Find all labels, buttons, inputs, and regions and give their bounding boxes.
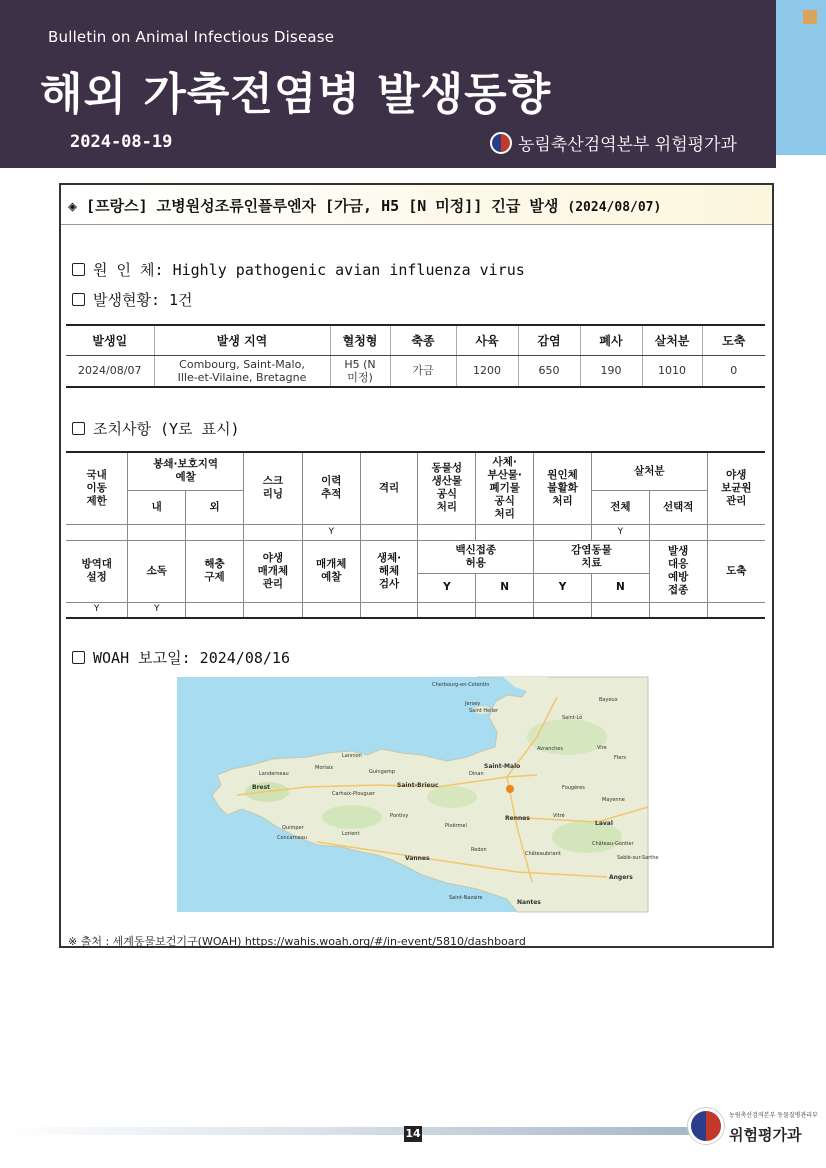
col-serotype: 혈청형 [330, 325, 390, 355]
cell-region [154, 355, 330, 387]
map-svg [177, 677, 659, 912]
col-culled: 살처분 [642, 325, 702, 355]
measures-heading-text: 조치사항 (Y로 표시) [93, 420, 240, 438]
measures-value-row-1 [66, 524, 765, 540]
h-vector: 방역대 설정 [66, 540, 128, 602]
h-movement: 국내 이동 제한 [66, 452, 128, 524]
v-vaccine-n [476, 602, 534, 618]
map-label-avranches: Avranches [537, 746, 563, 752]
bulletin-subtitle: Bulletin on Animal Infectious Disease [48, 28, 335, 46]
col-species: 축종 [390, 325, 456, 355]
v-live-test [360, 602, 418, 618]
v-wild-reservoir [707, 524, 765, 540]
woah-text: WOAH 보고일: 2024/08/16 [93, 649, 290, 667]
map-label-nantes: Nantes [517, 899, 541, 906]
v-vaccine-y [418, 602, 476, 618]
v-trace: Y [302, 524, 360, 540]
h-trace: 이력 추적 [302, 452, 360, 524]
v-zone-in [128, 524, 186, 540]
map-label-saint-malo: Saint-Malo [484, 763, 521, 770]
h-treatment-y: Y [534, 573, 592, 602]
v-cull-all: Y [591, 524, 649, 540]
col-reared: 사육 [456, 325, 518, 355]
v-vector-surv [302, 602, 360, 618]
taegeuk-logo-icon [688, 1108, 724, 1144]
org-name: 농림축산검역본부 위험평가과 [518, 135, 737, 155]
section-title-main: ◈ [프랑스] 고병원성조류인플루엔자 [가금, H5 [N 미정]] 긴급 발생 [68, 197, 568, 215]
v-vector: Y [66, 602, 128, 618]
map-label-flers: Flers [614, 755, 627, 761]
map-label-vire: Vire [597, 745, 607, 751]
cell-date: 2024/08/07 [66, 355, 154, 387]
map-label-vannes: Vannes [405, 855, 430, 862]
h-live-test: 생체· 해체 검사 [360, 540, 418, 602]
col-region: 발생 지역 [154, 325, 330, 355]
source-citation: ※ 출처 : 세계동물보건기구(WOAH) https://wahis.woah.org/#/in-event/5810/dashboard [68, 935, 526, 948]
measures-header-row-3 [66, 540, 765, 573]
v-pest [186, 602, 244, 618]
cell-species: 가금 [390, 355, 456, 387]
cell-serotype-line2: 미정) [347, 370, 373, 384]
footer-bar [0, 1127, 690, 1135]
section-title-date: (2024/08/07) [567, 200, 662, 215]
checkbox-square-icon [72, 422, 85, 435]
v-prevent-vacc [649, 602, 707, 618]
map-label-carhaix: Carhaix-Plouguer [332, 791, 376, 797]
map-label-jersey: Jersey [465, 701, 481, 707]
map-label-sable: Sablé-sur-Sarthe [617, 855, 659, 861]
h-products: 동물성 생산물 공식 처리 [418, 452, 476, 524]
table-header-row [66, 325, 765, 355]
h-treatment-n: N [591, 573, 649, 602]
map-label-concarneau: Concarneau [277, 835, 307, 841]
col-slaughtered: 도축 [702, 325, 765, 355]
v-movement [66, 524, 128, 540]
map-label-rennes: Rennes [505, 815, 530, 822]
v-carcass [476, 524, 534, 540]
outbreak-point-marker [506, 785, 514, 793]
measures-header-row-1 [66, 452, 765, 490]
footer-org: 농림축산검역본부 동물질병관리부 [729, 1112, 818, 1119]
map-label-dinan: Dinan [469, 771, 484, 777]
header-accent-square [803, 10, 817, 24]
cell-serotype [330, 355, 390, 387]
outbreak-map [177, 677, 659, 912]
report-date: 2024-08-19 [70, 132, 173, 152]
h-wild-reservoir: 야생 보균원 관리 [707, 452, 765, 524]
h-pest: 해충 구제 [186, 540, 244, 602]
v-cull-selective [649, 524, 707, 540]
h-vector-surv: 매개체 예찰 [302, 540, 360, 602]
cell-slaughtered: 0 [702, 355, 765, 387]
v-products [418, 524, 476, 540]
measures-table [66, 451, 765, 619]
map-label-mayenne: Mayenne [602, 797, 625, 803]
col-dead: 폐사 [580, 325, 642, 355]
status-line [72, 289, 193, 310]
map-label-morlaix: Morlaix [315, 765, 334, 771]
map-label-lorient: Lorient [342, 831, 360, 837]
h-screening: 스크 리닝 [243, 452, 302, 524]
h-inactivation: 원인체 불활화 처리 [534, 452, 592, 524]
footer-dept: 위험평가과 [729, 1126, 802, 1144]
pathogen-text: 원 인 체: Highly pathogenic avian influenza virus [93, 261, 525, 279]
checkbox-square-icon [72, 651, 85, 664]
map-label-vitre: Vitré [553, 813, 565, 819]
h-vaccine-y: Y [418, 573, 476, 602]
measures-heading [72, 418, 240, 439]
h-prevent-vacc: 발생 대응 예방 접종 [649, 540, 707, 602]
map-label-laval: Laval [595, 820, 613, 827]
h-treatment: 감염동물 치료 [534, 540, 650, 573]
map-label-ploermel: Ploërmel [445, 823, 467, 829]
cell-serotype-line1: H5 (N [344, 357, 376, 371]
h-quarantine: 격리 [360, 452, 418, 524]
woah-line [72, 647, 290, 668]
map-label-bayeux: Bayeux [599, 697, 618, 703]
section-title [68, 195, 661, 216]
map-label-redon: Redon [471, 847, 487, 853]
cell-culled: 1010 [642, 355, 702, 387]
map-label-pontivy: Pontivy [390, 813, 409, 819]
h-zone: 봉쇄·보호지역 예찰 [128, 452, 244, 490]
map-label-fougeres: Fougères [562, 785, 585, 791]
v-disinfection: Y [128, 602, 186, 618]
table-row [66, 355, 765, 387]
v-wild-vector [243, 602, 302, 618]
v-screening [243, 524, 302, 540]
outbreak-table [66, 324, 765, 388]
map-label-chateau-gontier: Château-Gontier [592, 841, 634, 847]
status-text: 발생현황: 1건 [93, 291, 193, 309]
col-infected: 감염 [518, 325, 580, 355]
map-label-saint-brieuc: Saint-Brieuc [397, 782, 439, 789]
map-label-angers: Angers [609, 874, 633, 881]
v-quarantine [360, 524, 418, 540]
h-zone-in: 내 [128, 490, 186, 524]
cell-region-line2: Ille-et-Vilaine, Bretagne [177, 370, 307, 384]
cell-infected: 650 [518, 355, 580, 387]
h-carcass: 사체· 부산물· 폐기물 공식 처리 [476, 452, 534, 524]
h-vaccine-n: N [476, 573, 534, 602]
v-inactivation [534, 524, 592, 540]
h-zone-out: 외 [186, 490, 244, 524]
h-cull-selective: 선택적 [649, 490, 707, 524]
h-slaughter: 도축 [707, 540, 765, 602]
checkbox-square-icon [72, 263, 85, 276]
page-number: 14 [405, 1127, 421, 1140]
v-slaughter [707, 602, 765, 618]
v-treatment-y [534, 602, 592, 618]
map-label-saint-nazaire: Saint-Nazaire [449, 895, 483, 901]
cell-reared: 1200 [456, 355, 518, 387]
map-label-quimper: Quimper [282, 825, 304, 831]
h-disinfection: 소독 [128, 540, 186, 602]
v-zone-out [186, 524, 244, 540]
map-label-cherbourg: Cherbourg-en-Cotentin [432, 682, 490, 688]
taegeuk-logo-icon [490, 132, 512, 154]
org-label [490, 130, 737, 155]
map-label-lannion: Lannion [342, 753, 362, 759]
col-date: 발생일 [66, 325, 154, 355]
h-vaccine: 백신접종 허용 [418, 540, 534, 573]
h-cull-all: 전체 [591, 490, 649, 524]
h-wild-vector: 야생 매개체 관리 [243, 540, 302, 602]
cell-region-line1: Combourg, Saint-Malo, [179, 357, 305, 371]
v-treatment-n [591, 602, 649, 618]
map-label-chateaubriant: Châteaubriant [525, 851, 561, 857]
measures-value-row-2 [66, 602, 765, 618]
map-label-landerneau: Landerneau [259, 771, 289, 777]
checkbox-square-icon [72, 293, 85, 306]
map-label-saint-helier: Saint Helier [469, 708, 499, 714]
map-label-brest: Brest [252, 784, 271, 791]
cell-dead: 190 [580, 355, 642, 387]
h-culling: 살처분 [591, 452, 707, 490]
map-label-saint-lo: Saint-Lô [562, 715, 583, 721]
map-label-guingamp: Guingamp [369, 769, 395, 775]
header-accent-bar [776, 0, 826, 155]
pathogen-line [72, 259, 525, 280]
page-title: 해외 가축전염병 발생동향 [40, 69, 552, 120]
